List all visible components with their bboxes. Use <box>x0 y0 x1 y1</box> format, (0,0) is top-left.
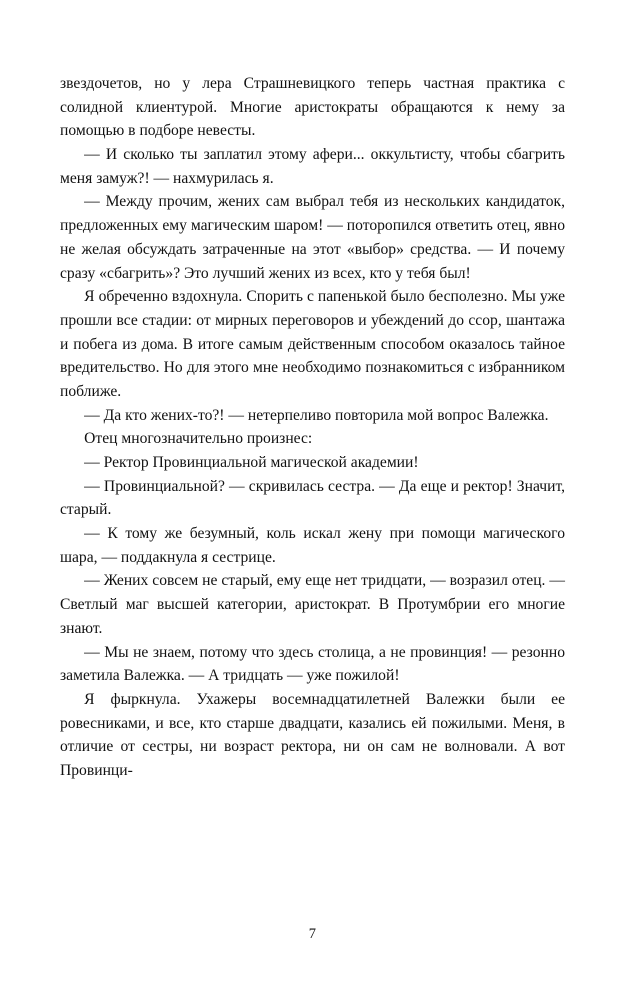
page-number: 7 <box>308 926 317 942</box>
paragraph: Отец многозначительно произнес: <box>84 430 313 448</box>
paragraph: — Ректор Провинциальной магической академии! <box>84 454 419 471</box>
page-body-text <box>60 72 565 783</box>
paragraph: Я фыркнула. Ухажеры восемнадцатилетней Валежки были ее ровесниками, и все, кто старше двадцати, казались ей пожилыми. Меня, в отличие от сестры, ни возраст ректора, ни он сам не волновали. А вот Провинци- <box>60 690 565 779</box>
paragraph: — Мы не знаем, потому что здесь столица, а не провинция! — резонно заметила Валежка. — А тридцать — уже пожилой! <box>60 643 565 685</box>
paragraph: — И сколько ты заплатил этому афери... оккультисту, чтобы сбагрить меня замуж?! — нахмурилась я. <box>60 146 565 187</box>
paragraph: звездочетов, но у лера Страшневицкого теперь частная практика с солидной клиентурой. Многие аристократы обращаются к нему за помощью в подборе невесты. <box>60 75 565 140</box>
paragraph: — Провинциальной? — скривилась сестра. — Да еще и ректор! Значит, старый. <box>60 477 565 519</box>
paragraph: — К тому же безумный, коль искал жену при помощи магического шара, — поддакнула я сестрице. <box>60 525 565 566</box>
paragraph: — Между прочим, жених сам выбрал тебя из нескольких кандидаток, предложенных ему магическим шаром! — поторопился ответить отец, явно не желая обсуждать затраченные на этот «выбор» средства. — И почему сразу «сбагрить»? Это лучший жених из всех, кто у тебя был! <box>60 193 565 282</box>
paragraph: — Жених совсем не старый, ему еще нет тридцати, — возразил отец. — Светлый маг высшей категории, аристократ. В Протумбрии его многие знают. <box>60 572 565 637</box>
paragraph: Я обреченно вздохнула. Спорить с папенькой было бесполезно. Мы уже прошли все стадии: от мирных переговоров и убеждений до ссор, шантажа и побега из дома. В итоге самым действенным способом оказалось тайное вредительство. Но для этого мне необходимо познакомиться с избранником поближе. <box>60 288 565 400</box>
paragraph: — Да кто жених-то?! — нетерпеливо повторила мой вопрос Валежка. <box>84 406 549 424</box>
